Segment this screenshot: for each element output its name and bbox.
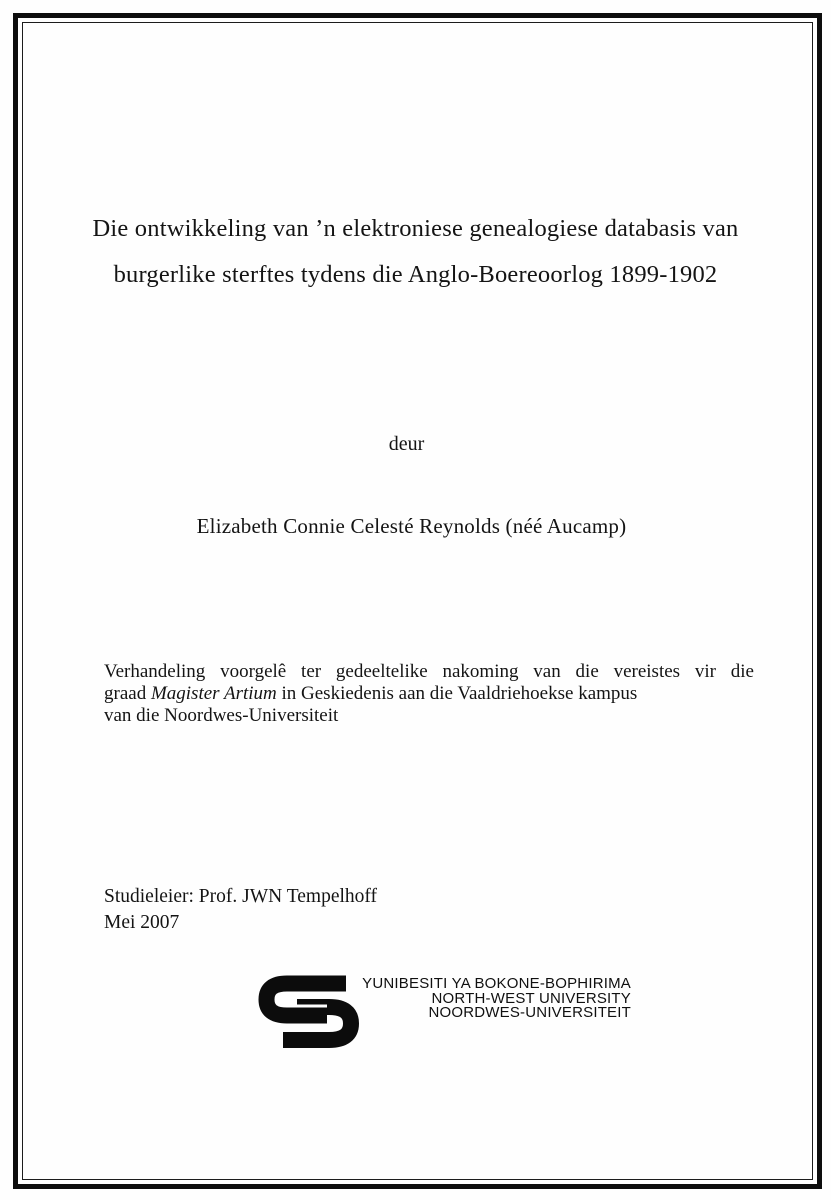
thesis-title-line2: burgerlike sterftes tydens die Anglo-Boereoorlog 1899-1902 xyxy=(113,261,718,288)
nwu-logo-text-setswana: YUNIBESITI YA BOKONE-BOPHIRIMA xyxy=(362,975,631,992)
submission-line2-suffix: in Geskiedenis aan die Vaaldriehoekse kampus xyxy=(276,683,638,704)
supervisor-block xyxy=(104,884,377,936)
submission-line2-prefix: graad xyxy=(104,683,151,704)
thesis-title xyxy=(60,206,771,298)
submission-line1: Verhandeling voorgelê ter gedeeltelike nakoming van die vereistes vir die xyxy=(104,661,754,682)
degree-name: Magister Artium xyxy=(150,683,277,704)
nwu-logo-text-afrikaans: NOORDWES-UNIVERSITEIT xyxy=(428,1004,631,1022)
submission-line2 xyxy=(104,683,754,705)
thesis-title-line1: Die ontwikkeling van ’n elektroniese genealogiese databasis van xyxy=(92,215,739,242)
nwu-logo-text xyxy=(315,977,631,1021)
author-name: Elizabeth Connie Celesté Reynolds (néé Aucamp) xyxy=(196,514,627,538)
nwu-logo-text-english: NORTH-WEST UNIVERSITY xyxy=(431,989,631,1007)
submission-statement xyxy=(104,661,754,727)
supervisor-line: Studieleier: Prof. JWN Tempelhoff xyxy=(104,886,378,907)
north-west-university-logo xyxy=(257,974,631,1052)
byline-label: deur xyxy=(388,433,425,455)
submission-line3: van die Noordwes-Universiteit xyxy=(104,705,339,726)
date-line: Mei 2007 xyxy=(104,912,180,933)
